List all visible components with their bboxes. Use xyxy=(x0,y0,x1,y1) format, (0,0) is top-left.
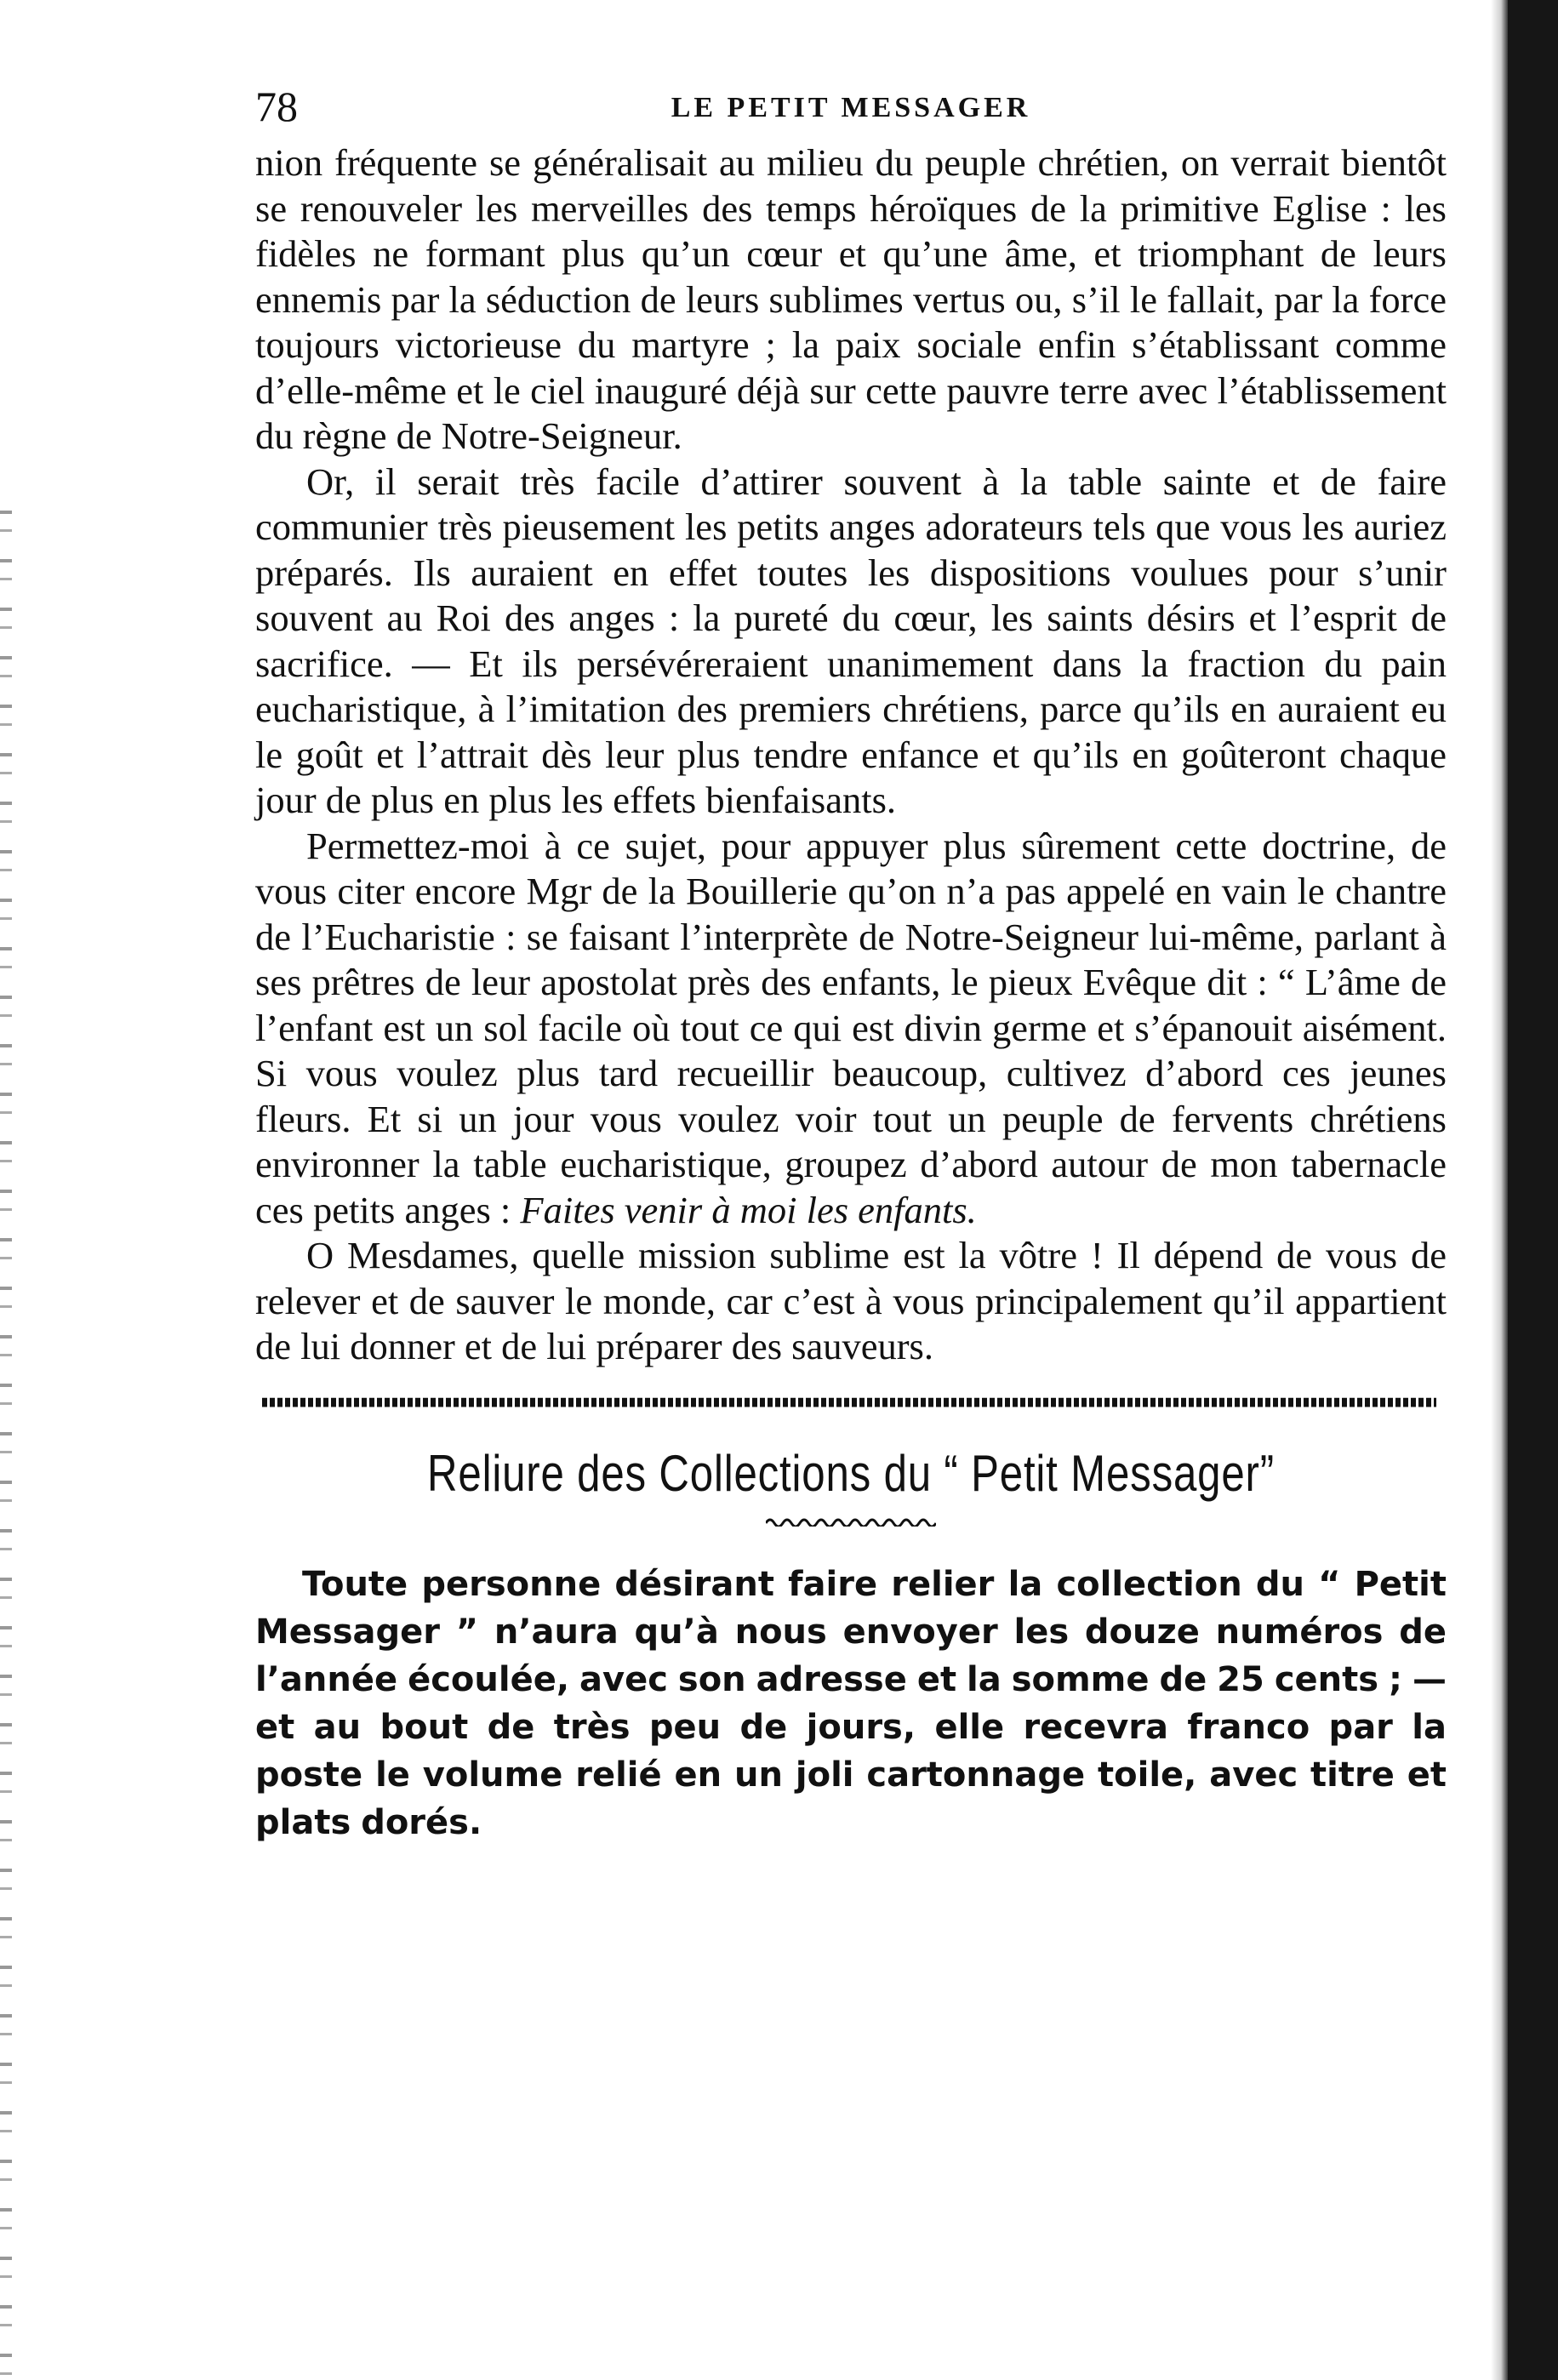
book-page xyxy=(255,81,1447,1846)
section-heading: Reliure des Collections du “ Petit Messager” xyxy=(427,1444,1275,1502)
binding-notice xyxy=(255,1561,1447,1846)
scan-left-margin-marks xyxy=(0,511,12,2380)
paragraph-continuation: nion fréquente se généralisait au milieu du peuple chrétien, on verrait bientôt se renouveler les merveilles des temps héroïques de la primitive Eglise : les fidèles ne formant plus qu’un cœur et qu’une âme, et triomphant de leurs ennemis par la séduction de leurs sublimes vertus ou, s’il le fallait, par la force toujours victorieuse du martyre ; la paix sociale enfin s’établissant comme d’elle-même et le ciel inauguré déjà sur cette pauvre terre avec l’établissement du règne de Notre-Seigneur. xyxy=(255,141,1447,457)
paragraph-quotation xyxy=(255,824,1447,1234)
italic-quote: Faites venir à moi les enfants. xyxy=(520,1188,977,1231)
article-body xyxy=(255,140,1447,1370)
wave-ornament-icon xyxy=(766,1515,936,1527)
scan-dark-edge xyxy=(1508,0,1558,2380)
paragraph-quotation-text: Permettez-moi à ce sujet, pour appuyer plus sûrement cette doctrine, de vous citer encore Mgr de la Bouillerie qu’on n’a pas appelé en vain le chantre de l’Eucharistie : se faisant l’interprète de Notre-Seigneur lui-même, parlant à ses prêtres de leur apostolat près des enfants, le pieux Evêque dit : “ L’âme de l’enfant est un sol facile où tout ce qui est divin germe et s’épanouit aisément. Si vous voulez plus tard recueillir beaucoup, cultivez d’abord ces jeunes fleurs. Et si un jour vous voulez voir tout un peuple de fervents chrétiens environner la table eucharistique, groupez d’abord autour de mon tabernacle ces petits anges : xyxy=(255,824,1447,1231)
scan-edge-gradient xyxy=(1491,0,1508,2380)
paragraph-mission: O Mesdames, quelle mission sublime est la vôtre ! Il dépend de vous de relever et de sauver le monde, car c’est à vous principalement qu’il appartient de lui donner et de lui préparer des sauveurs. xyxy=(255,1234,1447,1367)
ornamental-rule xyxy=(262,1392,1436,1407)
paragraph-communion: Or, il serait très facile d’attirer souvent à la table sainte et de faire communier très pieusement les petits anges adorateurs tels que vous les auriez préparés. Ils auraient en effet toutes les dispositions voulues pour s’unir souvent au Roi des anges : la pureté du cœur, les saints désirs et l’esprit de sacrifice. — Et ils persévéreraient unanimement dans la fraction du pain eucharistique, à l’imitation des premiers chrétiens, parce qu’ils en auraient eu le goût et l’attrait dès leur plus tendre enfance et qu’ils en goûteront chaque jour de plus en plus les effets bienfaisants. xyxy=(255,459,1447,821)
running-title: LE PETIT MESSAGER xyxy=(671,92,1031,123)
binding-notice-text: Toute personne désirant faire relier la collection du “ Petit Messager ” n’aura qu’à nous envoyer les douze numéros de l’année écoulée, avec son adresse et la somme de 25 cents ; — et au bout de très peu de jours, elle recevra franco par la poste le volume relié en un joli cartonnage toile, avec titre et plats dorés. xyxy=(255,1564,1447,1842)
running-head xyxy=(255,81,1447,140)
page-number: 78 xyxy=(255,83,298,130)
